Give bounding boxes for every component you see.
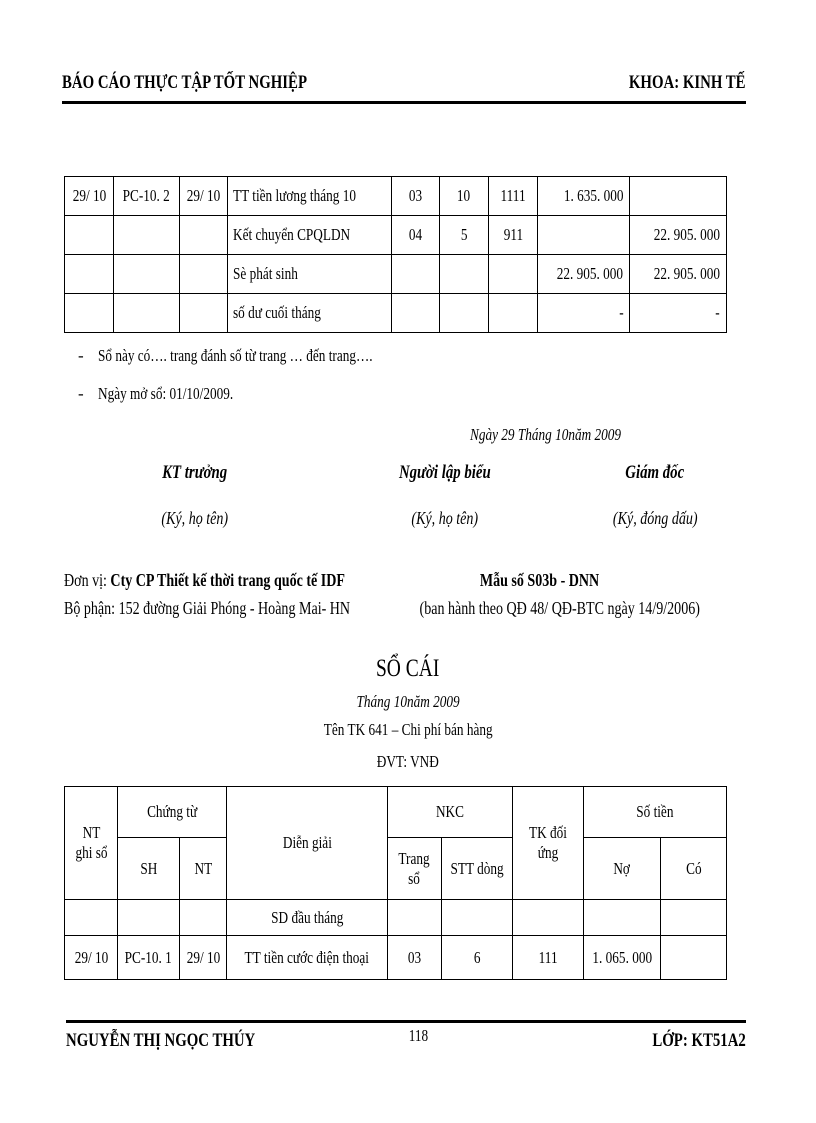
- table-row: số dư cuối tháng - -: [65, 294, 727, 333]
- page-header-title: BÁO CÁO THỰC TẬP TỐT NGHIỆP: [62, 72, 307, 93]
- bullet: -: [78, 346, 84, 365]
- signature-sub-director: (Ký, đóng dấu): [612, 508, 698, 528]
- signature-date: Ngày 29 Tháng 10năm 2009: [470, 425, 622, 444]
- signature-title-director: Giám đốc: [625, 462, 685, 483]
- note-pages: - Sổ này có…. trang đánh số từ trang … đến trang….: [78, 346, 373, 365]
- table-row: 29/ 10 PC-10. 2 29/ 10 TT tiền lương tháng 10 03 10 1111 1. 635. 000: [65, 177, 727, 216]
- table-row: Kết chuyển CPQLDN 04 5 911 22. 905. 000: [65, 216, 727, 255]
- col-nt-ghi-so: NT ghi sổ: [65, 787, 118, 900]
- header-rule: [62, 101, 746, 104]
- bullet: -: [78, 384, 84, 403]
- page-header-faculty: KHOA: KINH TẾ: [629, 72, 746, 93]
- col-nt: NT: [179, 838, 226, 900]
- col-nkc: NKC: [387, 787, 513, 838]
- col-tk-doi-ung: TK đối ứng: [513, 787, 583, 900]
- col-so-tien: Số tiền: [583, 787, 726, 838]
- col-chung-tu: Chứng từ: [118, 787, 227, 838]
- unit-name: Đơn vị: Cty CP Thiết kế thời trang quốc tế IDF: [64, 570, 345, 590]
- general-ledger-table: [64, 786, 727, 980]
- form-decree: (ban hành theo QĐ 48/ QĐ-BTC ngày 14/9/2006): [419, 598, 701, 618]
- note-open-date: - Ngày mở sổ: 01/10/2009.: [78, 384, 234, 403]
- signature-sub-preparer: (Ký, họ tên): [411, 508, 479, 528]
- col-dien-giai: Diễn giải: [227, 787, 388, 900]
- footer-student-name: NGUYỄN THỊ NGỌC THÚY: [66, 1030, 256, 1051]
- ledger-period: Tháng 10năm 2009: [356, 692, 460, 711]
- ledger-account: Tên TK 641 – Chi phí bán hàng: [323, 720, 493, 739]
- table-row: SD đầu tháng: [65, 900, 727, 936]
- signature-title-preparer: Người lập biểu: [399, 462, 491, 483]
- col-co: Có: [661, 838, 727, 900]
- table-row: 29/ 10 PC-10. 1 29/ 10 TT tiền cước điện thoại 03 6 111 1. 065. 000: [65, 936, 727, 980]
- table-row: Sè phát sinh 22. 905. 000 22. 905. 000: [65, 255, 727, 294]
- ledger-unit: ĐVT: VNĐ: [376, 752, 440, 771]
- footer-class: LỚP: KT51A2: [652, 1030, 746, 1051]
- ledger-title: SỔ CÁI: [376, 655, 440, 682]
- ledger-continuation-table: [64, 176, 727, 333]
- col-no: Nợ: [583, 838, 661, 900]
- signature-title-accountant: KT trưởng: [162, 462, 228, 483]
- signature-sub-accountant: (Ký, họ tên): [161, 508, 229, 528]
- unit-department: Bộ phận: 152 đường Giải Phóng - Hoàng Mai- HN: [64, 598, 351, 618]
- form-number: Mẫu số S03b - DNN: [480, 570, 600, 590]
- page-number: 118: [408, 1026, 428, 1045]
- col-stt-dong: STT dòng: [441, 838, 513, 900]
- footer-rule: [66, 1020, 746, 1023]
- col-sh: SH: [118, 838, 179, 900]
- table-subheader-row: [65, 838, 727, 900]
- table-header-row: [65, 787, 727, 838]
- col-trang-so: Trang sổ: [387, 838, 441, 900]
